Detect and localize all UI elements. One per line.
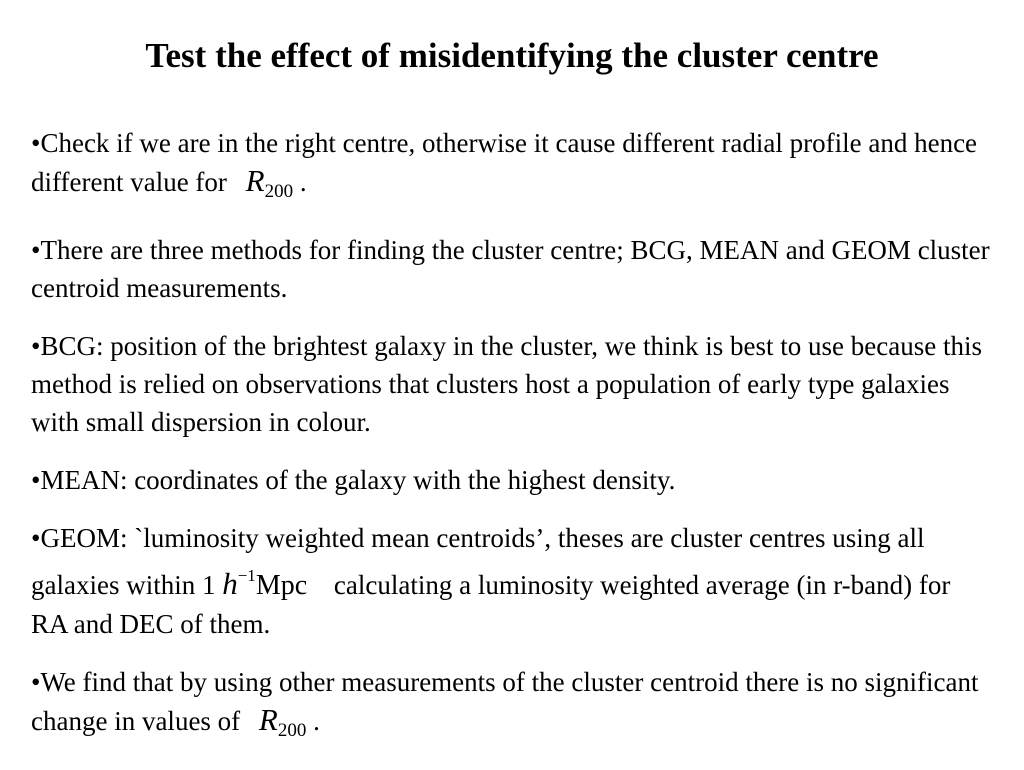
bullet-text: •We find that by using other measurements of the cluster centroid there is no significant change in values of xyxy=(31,667,979,736)
bullet-bcg: •BCG: position of the brightest galaxy in the cluster, we think is best to use because this method is relied on observations that clusters host a population of early type galaxies with small dispersion in colour. xyxy=(31,331,982,437)
math-superscript: −1 xyxy=(237,566,256,585)
bullet-list xyxy=(31,124,991,770)
slide-title: Test the effect of misidentifying the cluster centre xyxy=(145,36,879,75)
bullet-text: •GEOM: `luminosity weighted mean centroids’, theses are cluster centres using all galaxies within 1 xyxy=(31,523,925,600)
bullet-text-end: . xyxy=(293,167,307,197)
bullet-three-methods: •There are three methods for finding the cluster centre; BCG, MEAN and GEOM cluster centroid measurements. xyxy=(31,235,990,303)
r200-formula xyxy=(258,702,307,741)
math-symbol: R xyxy=(258,702,278,737)
bullet-text-end: . xyxy=(306,706,320,736)
math-subscript: 200 xyxy=(264,181,294,202)
math-units: Mpc xyxy=(255,570,308,601)
math-symbol: R xyxy=(245,163,265,198)
bullet-text: •Check if we are in the right centre, otherwise it cause different radial profile and hence different value for xyxy=(31,128,978,197)
math-subscript: 200 xyxy=(277,720,307,741)
r200-formula xyxy=(245,163,294,202)
bullet-mean: •MEAN: coordinates of the galaxy with the highest density. xyxy=(31,465,676,495)
bullet-geom xyxy=(31,519,991,643)
math-symbol: h xyxy=(222,566,238,601)
bullet-check-centre xyxy=(31,124,991,211)
bullet-conclusion xyxy=(31,663,991,750)
h-inverse-mpc-formula xyxy=(222,566,308,601)
bullet-text-end: calculating a luminosity weighted average (in r-band) for RA and DEC of them. xyxy=(31,570,951,639)
